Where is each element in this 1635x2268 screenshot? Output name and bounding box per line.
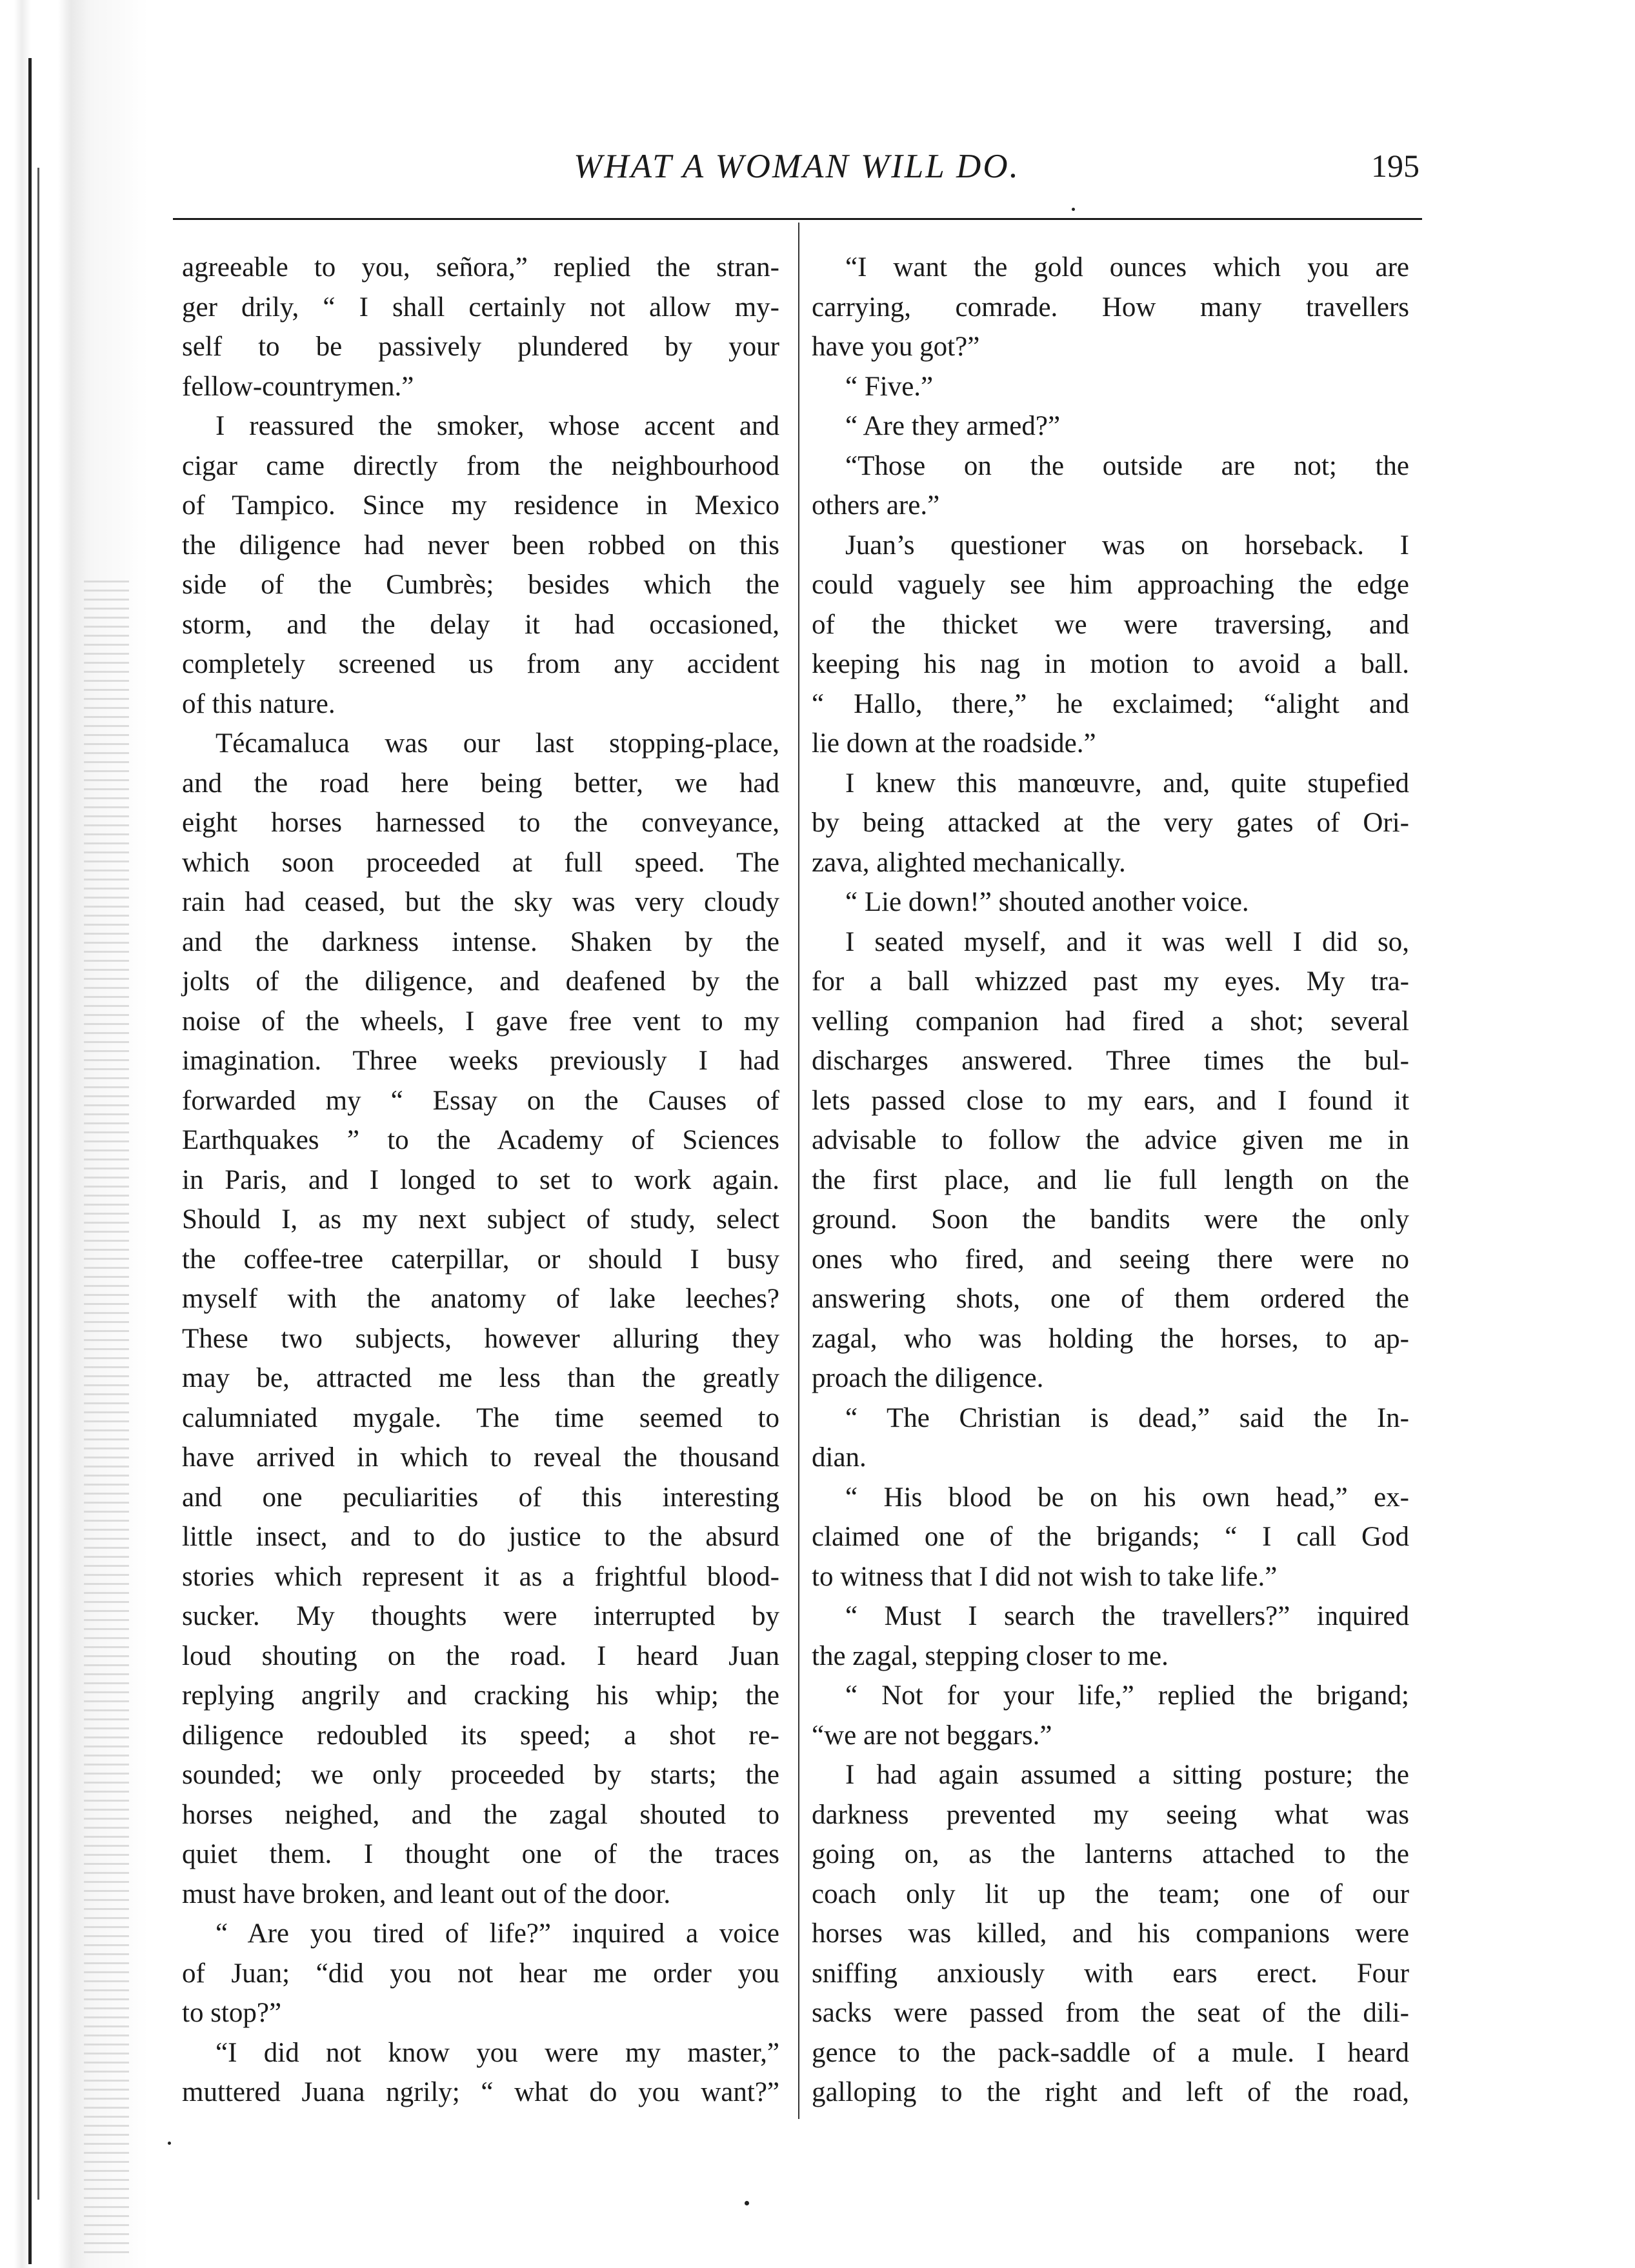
text-line: little insect, and to do justice to the absurd xyxy=(182,1522,779,1552)
text-line: could vaguely see him approaching the edge xyxy=(812,570,1409,600)
text-line: must have broken, and leant out of the door. xyxy=(182,1878,671,1909)
column-divider xyxy=(798,223,799,2119)
text-line: in Paris, and I longed to set to work again. xyxy=(182,1164,779,1195)
text-line: gence to the pack-saddle of a mule. I heard xyxy=(812,2037,1409,2068)
text-line: Should I, as my next subject of study, select xyxy=(182,1204,779,1235)
text-line: which soon proceeded at full speed. The xyxy=(182,847,779,878)
right-column xyxy=(812,248,1409,2113)
text-line: cigar came directly from the neighbourhood xyxy=(182,450,779,481)
printer-mark-dot xyxy=(168,2142,171,2145)
text-line: horses was killed, and his companions were xyxy=(812,1918,1409,1949)
text-line: I seated myself, and it was well I did so, xyxy=(845,926,1409,957)
text-line: of this nature. xyxy=(182,688,336,719)
text-line: “ Hallo, there,” he exclaimed; “alight and xyxy=(812,688,1409,719)
printer-mark-dot xyxy=(1072,208,1075,211)
text-line: the coffee-tree caterpillar, or should I busy xyxy=(182,1244,779,1275)
text-line: replying angrily and cracking his whip; the xyxy=(182,1680,779,1711)
text-line: others are.” xyxy=(812,490,940,521)
text-line: “ Are you tired of life?” inquired a voice xyxy=(216,1918,779,1949)
binding-texture xyxy=(84,581,129,2258)
text-line: lets passed close to my ears, and I found it xyxy=(812,1085,1409,1116)
text-line: side of the Cumbrès; besides which the xyxy=(182,570,779,600)
text-line: muttered Juana ngrily; “ what do you want?” xyxy=(182,2077,779,2107)
text-line: forwarded my “ Essay on the Causes of xyxy=(182,1085,779,1116)
text-line: “ Lie down!” shouted another voice. xyxy=(845,887,1249,917)
text-line: dian. xyxy=(812,1442,867,1473)
text-line: advisable to follow the advice given me in xyxy=(812,1125,1409,1155)
text-line: quiet them. I thought one of the traces xyxy=(182,1839,779,1869)
running-title: WHAT A WOMAN WILL DO. xyxy=(574,148,1020,185)
text-line: “Those on the outside are not; the xyxy=(845,450,1409,481)
text-line: completely screened us from any accident xyxy=(182,649,779,679)
text-line: and the darkness intense. Shaken by the xyxy=(182,926,779,957)
text-line: loud shouting on the road. I heard Juan xyxy=(182,1640,779,1671)
text-line: I knew this manœuvre, and, quite stupefied xyxy=(845,768,1409,799)
page-number: 195 xyxy=(1371,148,1419,184)
text-line: imagination. Three weeks previously I had xyxy=(182,1046,779,1076)
text-line: storm, and the delay it had occasioned, xyxy=(182,609,779,640)
text-line: Juan’s questioner was on horseback. I xyxy=(845,530,1409,561)
binding-line-inner xyxy=(37,168,39,2200)
text-line: to witness that I did not wish to take life.” xyxy=(812,1561,1278,1592)
text-line: answering shots, one of them ordered the xyxy=(812,1284,1409,1314)
text-line: have you got?” xyxy=(812,332,980,362)
text-line: keeping his nag in motion to avoid a ball. xyxy=(812,649,1409,679)
text-line: ger drily, “ I shall certainly not allow my- xyxy=(182,292,779,323)
text-line: of Juan; “did you not hear me order you xyxy=(182,1958,779,1989)
text-line: the zagal, stepping closer to me. xyxy=(812,1640,1169,1671)
text-line: eight horses harnessed to the conveyance, xyxy=(182,808,779,838)
text-line: coach only lit up the team; one of our xyxy=(812,1878,1409,1909)
page-header xyxy=(174,147,1419,192)
text-line: sacks were passed from the seat of the dili- xyxy=(812,1998,1409,2028)
text-line: may be, attracted me less than the greatly xyxy=(182,1363,779,1393)
binding-line xyxy=(28,58,32,2264)
text-line: the diligence had never been robbed on this xyxy=(182,530,779,561)
text-line: These two subjects, however alluring they xyxy=(182,1323,779,1354)
text-line: “ Five.” xyxy=(845,371,934,402)
text-line: ground. Soon the bandits were the only xyxy=(812,1204,1409,1235)
text-line: zagal, who was holding the horses, to ap- xyxy=(812,1323,1409,1354)
text-line: for a ball whizzed past my eyes. My tra- xyxy=(812,966,1409,997)
left-column xyxy=(182,248,779,2113)
text-line: I reassured the smoker, whose accent and xyxy=(216,411,779,441)
text-line: “ The Christian is dead,” said the In- xyxy=(845,1402,1409,1433)
text-line: sucker. My thoughts were interrupted by xyxy=(182,1601,779,1631)
text-line: going on, as the lanterns attached to the xyxy=(812,1839,1409,1869)
text-line: “I want the gold ounces which you are xyxy=(845,252,1409,283)
text-line: proach the diligence. xyxy=(812,1363,1044,1393)
text-line: sounded; we only proceeded by starts; the xyxy=(182,1760,779,1790)
text-line: fellow-countrymen.” xyxy=(182,371,414,402)
text-line: jolts of the diligence, and deafened by the xyxy=(182,966,779,997)
text-line: and the road here being better, we had xyxy=(182,768,779,799)
text-line: lie down at the roadside.” xyxy=(812,728,1096,759)
text-line: horses neighed, and the zagal shouted to xyxy=(182,1799,779,1830)
text-line: rain had ceased, but the sky was very cloudy xyxy=(182,887,779,917)
text-line: the first place, and lie full length on the xyxy=(812,1164,1409,1195)
text-line: velling companion had fired a shot; several xyxy=(812,1006,1409,1037)
text-line: darkness prevented my seeing what was xyxy=(812,1799,1409,1830)
text-line: “ His blood be on his own head,” ex- xyxy=(845,1482,1409,1513)
text-line: Earthquakes ” to the Academy of Sciences xyxy=(182,1125,779,1155)
text-line: “we are not beggars.” xyxy=(812,1720,1052,1751)
text-line: by being attacked at the very gates of Ori- xyxy=(812,808,1409,838)
text-line: discharges answered. Three times the bul- xyxy=(812,1046,1409,1076)
text-line: ones who fired, and seeing there were no xyxy=(812,1244,1409,1275)
text-line: to stop?” xyxy=(182,1998,282,2028)
text-line: claimed one of the brigands; “ I call God xyxy=(812,1522,1409,1552)
text-line: Técamaluca was our last stopping-place, xyxy=(216,728,779,759)
text-line: “ Must I search the travellers?” inquired xyxy=(845,1601,1409,1631)
text-line: noise of the wheels, I gave free vent to my xyxy=(182,1006,779,1037)
text-line: diligence redoubled its speed; a shot re- xyxy=(182,1720,779,1751)
text-line: have arrived in which to reveal the thousand xyxy=(182,1442,779,1473)
printer-mark-dot xyxy=(745,2201,749,2205)
text-line: I had again assumed a sitting posture; the xyxy=(845,1760,1409,1790)
text-line: sniffing anxiously with ears erect. Four xyxy=(812,1958,1409,1989)
text-line: stories which represent it as a frightful blood- xyxy=(182,1561,779,1592)
text-line: of the thicket we were traversing, and xyxy=(812,609,1409,640)
text-line: of Tampico. Since my residence in Mexico xyxy=(182,490,779,521)
text-line: carrying, comrade. How many travellers xyxy=(812,292,1409,323)
text-line: self to be passively plundered by your xyxy=(182,332,779,362)
text-line: galloping to the right and left of the road, xyxy=(812,2077,1409,2107)
header-rule xyxy=(173,218,1422,220)
text-line: and one peculiarities of this interesting xyxy=(182,1482,779,1513)
text-line: zava, alighted mechanically. xyxy=(812,847,1126,878)
text-line: calumniated mygale. The time seemed to xyxy=(182,1402,779,1433)
text-line: agreeable to you, señora,” replied the stran- xyxy=(182,252,779,283)
text-line: “I did not know you were my master,” xyxy=(216,2037,779,2068)
text-line: “ Are they armed?” xyxy=(845,411,1061,441)
text-line: “ Not for your life,” replied the brigand; xyxy=(845,1680,1409,1711)
text-line: myself with the anatomy of lake leeches? xyxy=(182,1284,779,1314)
